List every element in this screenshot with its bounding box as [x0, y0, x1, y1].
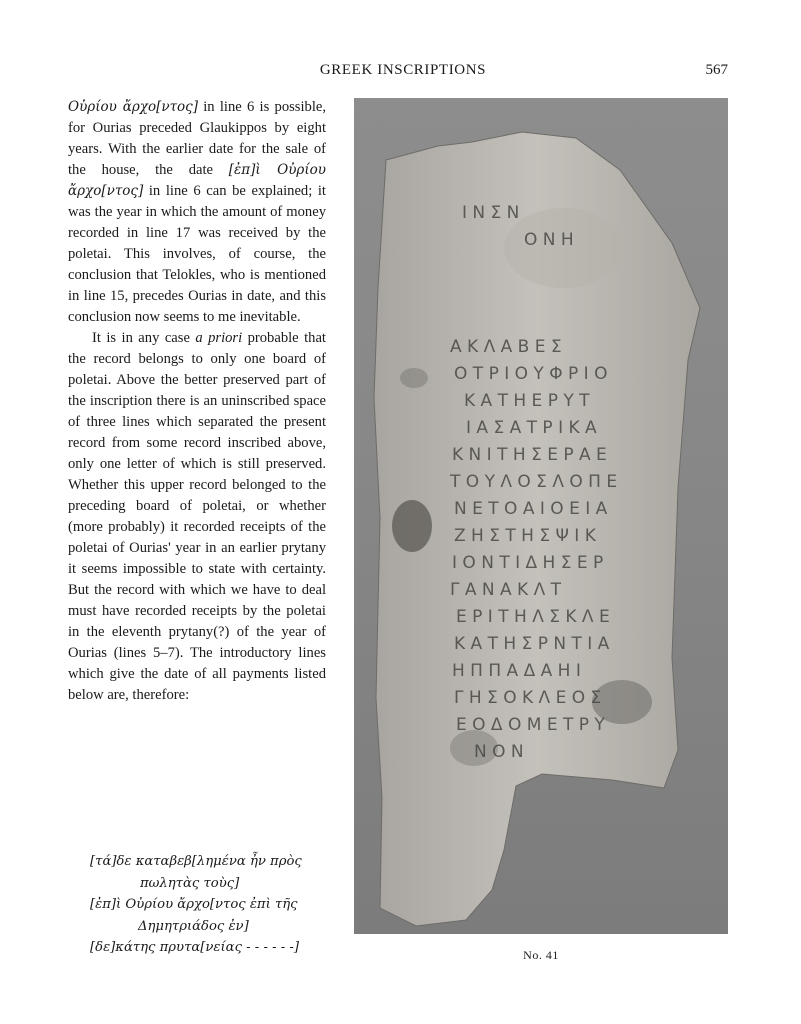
page-header — [68, 62, 728, 84]
stone-letter-row: Γ Α Ν Α Κ Λ Τ — [450, 580, 562, 600]
paragraph-1 — [68, 97, 326, 328]
stone-letter-row: Ν Ε Τ Ο Α Ι Ο Ε Ι Α — [454, 499, 608, 519]
stone-letter-row: Κ Α Τ Η Ε Ρ Υ Τ — [464, 391, 590, 411]
quote-line: [τά]δε καταβεβ[λημένα ἦν πρὸς — [90, 854, 302, 869]
stone-letter-row: Κ Α Τ Η Σ Ρ Ν Τ Ι Α — [454, 634, 610, 654]
stone-letter-row: Ν Ο Ν — [474, 742, 524, 762]
stone-letter-row: Γ Η Σ Ο Κ Λ Ε Ο Σ — [454, 688, 602, 708]
paragraph-text: It is in any case — [92, 330, 196, 346]
page-number: 567 — [705, 62, 728, 78]
stone-letter-row: Κ Ν Ι Τ Η Σ Ε Ρ Α Ε — [452, 445, 607, 465]
paragraph-text: in line 6 can be explained; it was the year in which the amount of money recorded in line 17 was received by the poletai. This involves, of course, the conclusion that Telokles, who is mentioned in line 15, precedes Ourias in date, and this conclusion now seems to me inevitable. — [68, 183, 326, 325]
stone-letter-row: Ι Ν Σ Ν — [462, 203, 520, 223]
stone-letter-row: Ε Ρ Ι Τ Η Λ Σ Κ Λ Ε — [456, 607, 610, 627]
body-text-column — [68, 97, 326, 706]
stone-letter-row: Ο Ν Η — [524, 230, 574, 250]
italic-phrase: a priori — [195, 330, 243, 346]
stone-letter-row: Ι Ο Ν Τ Ι Δ Η Σ Ε Ρ — [452, 553, 604, 573]
figure-caption: No. 41 — [523, 948, 559, 962]
stone-letter-row: Ε Ο Δ Ο Μ Ε Τ Ρ Υ — [456, 715, 605, 735]
inscription-photograph — [354, 98, 728, 934]
greek-quotation — [90, 851, 326, 959]
stone-stele-image — [354, 98, 728, 934]
greek-phrase: Οὐρίου ἄρχο[ντος] — [68, 99, 198, 115]
running-title: GREEK INSCRIPTIONS — [319, 62, 487, 78]
stone-letter-row: Ο Τ Ρ Ι Ο Υ Φ Ρ Ι Ο — [454, 364, 608, 384]
stone-letter-row: Α Κ Λ Α Β Ε Σ — [450, 337, 562, 357]
paragraph-text: in line 6 is possible, for Ourias preceded Glaukippos by eight years. With the earlier date for the sale of the house, the date — [68, 99, 327, 178]
paragraph-text: probable that the record belongs to only one board of poletai. Above the better preserved part of the inscription there is an uninscribed space of three lines which separated the present record from some record inscribed above, only one letter of which is still preserved. Whether this upper record belonged to the preceding board of poletai, or whether (more probably) it recorded receipts of the poletai of Ourias' year in an earlier prytany it seems impossible to state with certainty. But the record with which we have to deal must have recorded receipts by the poletai in the eleventh prytany(?) of the year of Ourias (lines 5–7). The introductory lines which give the date of all payments listed below are, therefore: — [68, 330, 326, 703]
stone-letter-row: Η Π Π Α Δ Α Η Ι — [452, 661, 581, 681]
quote-line: Δημητριάδος ἐν] — [138, 918, 249, 934]
paragraph-2 — [68, 328, 326, 706]
quote-line: πωλητὰς τοὺς] — [140, 875, 240, 891]
quote-line: [δε]κάτης πρυτα[νείας - - - - - -] — [90, 940, 300, 955]
stone-letter-row: Ζ Η Σ Τ Η Σ Ψ Ι Κ — [454, 526, 596, 546]
greek-phrase: [ἐπ]ὶ Οὐρίου ἄρχο[ντος] — [68, 162, 326, 199]
stone-letter-row: Ι Α Σ Α Τ Ρ Ι Κ Α — [466, 418, 597, 438]
quote-line: [ἐπ]ὶ Οὐρίου ἄρχο[ντος ἐπὶ τῆς — [90, 897, 298, 912]
stone-letter-row: Τ Ο Υ Λ Ο Σ Λ Ο Π Ε — [450, 472, 618, 492]
